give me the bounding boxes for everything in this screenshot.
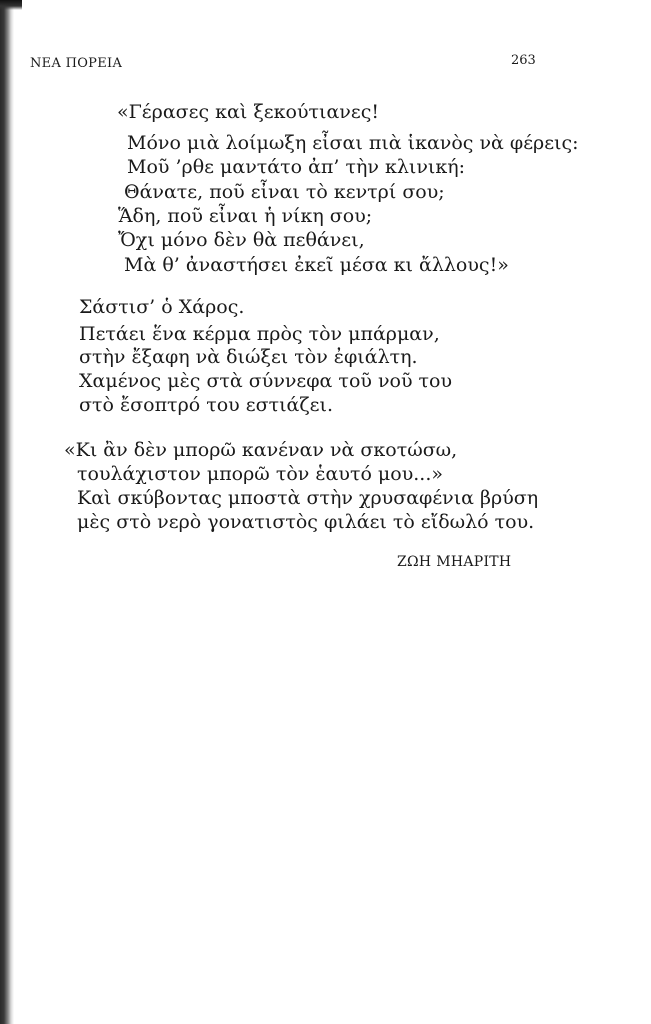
page-number: 263 xyxy=(511,53,536,68)
poem-line: Μόνο μιὰ λοίμωξη εἶσαι πιὰ ἱκανὸς νὰ φέρεις: xyxy=(127,132,579,154)
poem-line: στὴν ἔξαφη νὰ διώξει τὸν ἐφιάλτη. xyxy=(79,346,418,368)
poem-line: «Κι ἂν δὲν μπορῶ κανέναν νὰ σκοτώσω, xyxy=(64,439,458,461)
scan-corner-mark xyxy=(0,0,22,10)
poem-line: «Γέρασες καὶ ξεκούτιανες! xyxy=(117,101,379,123)
poem-line: Χαμένος μὲς στὰ σύννεφα τοῦ νοῦ του xyxy=(79,370,453,392)
poem-line: τουλάχιστον μπορῶ τὸν ἑαυτό μου...» xyxy=(77,463,444,485)
running-title: ΝΕΑ ΠΟΡΕΙΑ xyxy=(30,56,123,71)
poem-line: Ἅδη, ποῦ εἶναι ἡ νίκη σου; xyxy=(118,205,373,227)
poem-line: στὸ ἔσοπτρό του εστιάζει. xyxy=(79,394,333,416)
poem-line: Μοῦ ’ρθε μαντάτο ἀπ’ τὴν κλινική: xyxy=(127,156,465,178)
poem-line: Πετάει ἕνα κέρμα πρὸς τὸν μπάρμαν, xyxy=(79,323,440,345)
poem-line: μὲς στὸ νερὸ γονατιστὸς φιλάει τὸ εἴδωλό του. xyxy=(77,511,535,533)
poem-line: Σάστισ’ ὁ Χάρος. xyxy=(79,296,245,318)
poem-line: Καὶ σκύβοντας μποστὰ στὴν χρυσαφένια βρύση xyxy=(77,487,539,509)
page-binding-edge xyxy=(0,0,14,1024)
poem-line: Μὰ θ’ ἀναστήσει ἐκεῖ μέσα κι ἄλλους!» xyxy=(124,254,509,276)
poem-line: Ὄχι μόνο δὲν θὰ πεθάνει, xyxy=(118,229,365,251)
author-signature: ΖΩΗ ΜΗΑΡΙΤΗ xyxy=(397,554,512,570)
poem-line: Θάνατε, ποῦ εἶναι τὸ κεντρί σου; xyxy=(124,181,445,203)
